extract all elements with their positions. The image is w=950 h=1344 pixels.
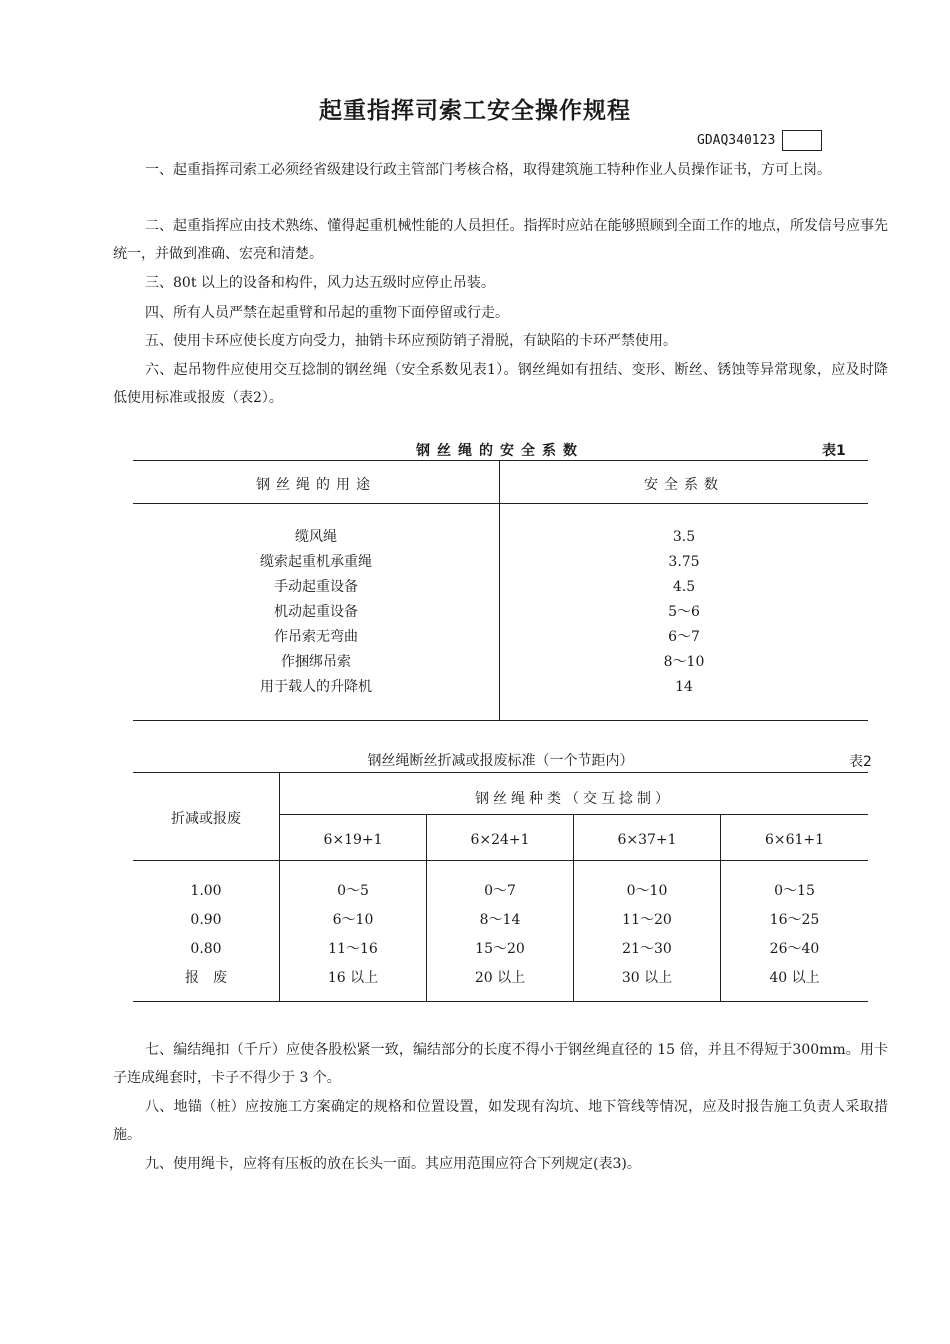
table-2-label: 表2: [849, 754, 872, 770]
table-2-type-header: 6×61+1: [764, 832, 825, 848]
table-2-type-header: 6×24+1: [470, 832, 530, 848]
table-2-cell: 20 以上: [474, 970, 526, 986]
table-1-factor: 8～10: [663, 654, 705, 670]
table-2-factor: 0.80: [190, 941, 222, 957]
table-2-cell: 26～40: [769, 941, 820, 957]
table-1-factor: 14: [675, 679, 693, 695]
table-1-factor: 5～6: [668, 604, 700, 620]
paragraph-2: 二、起重指挥应由技术熟练、懂得起重机械性能的人员担任。指挥时应站在能够照顾到全面工作的地点，所发信号应事先统一，并做到准确、宏亮和清楚。: [113, 218, 888, 262]
table-2-cell: 30 以上: [621, 970, 673, 986]
code-box: [782, 130, 822, 151]
paragraph-1: 一、起重指挥司索工必须经省级建设行政主管部门考核合格，取得建筑施工特种作业人员操作证书，方可上岗。: [145, 162, 831, 178]
table-2-column-3: [574, 877, 720, 993]
table-2-cell: 16 以上: [327, 970, 379, 986]
table-2-cell: 11～20: [622, 912, 672, 928]
table-1-factor: 3.75: [668, 554, 700, 570]
table-2-cell: 6～10: [332, 912, 374, 928]
table-1-bottom-rule: [133, 720, 868, 721]
table-2-type-header: 6×37+1: [617, 832, 677, 848]
table-1-use: 缆风绳: [295, 529, 337, 545]
table-2-cell: 0～15: [774, 883, 815, 899]
table-2-header-rule: [133, 860, 868, 861]
table-1-label: 表1: [822, 443, 846, 459]
table-2-factor-column: [133, 877, 279, 993]
table-2-cell: 8～14: [479, 912, 521, 928]
table-1-factor: 4.5: [672, 579, 696, 595]
table-1-use: 作捆绑吊索: [281, 654, 351, 670]
table-1-use-column: [133, 525, 499, 700]
paragraph-5: 五、使用卡环应使长度方向受力，抽销卡环应预防销子滑脱，有缺陷的卡环严禁使用。: [145, 333, 677, 349]
page-title: 起重指挥司索工安全操作规程: [319, 98, 631, 124]
table-1-factor: 6～7: [668, 629, 700, 645]
table-2-factor: 0.90: [190, 912, 222, 928]
table-2-title: 钢丝绳断丝折减或报废标准（一个节距内）: [367, 753, 634, 769]
paragraph-9: 九、使用绳卡，应将有压板的放在长头一面。其应用范围应符合下列规定(表3)。: [145, 1156, 641, 1172]
table-1-use: 手动起重设备: [274, 579, 358, 595]
table-1-factor: 3.5: [672, 529, 696, 545]
table-2-factor: 1.00: [190, 883, 222, 899]
table-2-cell: 0～10: [626, 883, 668, 899]
table-2-cell: 11～16: [328, 941, 378, 957]
table-2-cell: 15～20: [475, 941, 525, 957]
table-2-bottom-rule: [133, 1001, 868, 1002]
table-2-column-1: [280, 877, 426, 993]
table-2-column-4: [721, 877, 868, 993]
table-2-cell: 16～25: [769, 912, 820, 928]
paragraph-4: 四、所有人员严禁在起重臂和吊起的重物下面停留或行走。: [145, 305, 509, 321]
table-1-use: 机动起重设备: [274, 604, 358, 620]
table-2-type-header: 6×19+1: [323, 832, 383, 848]
table-1-use: 缆索起重机承重绳: [260, 554, 372, 570]
table-1-header-factor: 安全系数: [644, 477, 724, 493]
table-1-use: 作吊索无弯曲: [274, 629, 358, 645]
paragraph-3: 三、80t 以上的设备和构件，风力达五级时应停止吊装。: [145, 275, 495, 291]
table-2-factor: 报 废: [185, 970, 227, 986]
table-2-cell: 21～30: [622, 941, 672, 957]
table-2-column-2: [427, 877, 573, 993]
table-1-factor-column: [500, 525, 868, 700]
table-1-top-rule: [133, 460, 868, 461]
table-2-group-header: 钢丝绳种类（交互捻制）: [475, 791, 673, 807]
document-code: GDAQ340123: [697, 133, 776, 148]
table-2-top-rule: [133, 772, 868, 773]
table-2-cell: 40 以上: [769, 970, 820, 986]
table-2-row-header: 折减或报废: [171, 811, 241, 827]
paragraph-6: 六、起吊物件应使用交互捻制的钢丝绳（安全系数见表1）。钢丝绳如有扭结、变形、断丝、锈蚀等异常现象，应及时降低使用标准或报废（表2）。: [113, 362, 888, 406]
paragraph-8: 八、地锚（桩）应按施工方案确定的规格和位置设置，如发现有沟坑、地下管线等情况，应及时报告施工负责人采取措施。: [113, 1099, 888, 1143]
table-1-header-use: 钢丝绳的用途: [256, 477, 376, 493]
table-1-use: 用于载人的升降机: [260, 679, 372, 695]
paragraph-7: 七、编结绳扣（千斤）应使各股松紧一致，编结部分的长度不得小于钢丝绳直径的 15 倍，并且不得短于300mm。用卡子连成绳套时，卡子不得少于 3 个。: [113, 1042, 888, 1086]
table-1-title: 钢丝绳的安全系数: [416, 443, 584, 459]
table-2-cell: 0～7: [484, 883, 516, 899]
table-2-cell: 0～5: [337, 883, 369, 899]
table-1-header-rule: [133, 503, 868, 504]
